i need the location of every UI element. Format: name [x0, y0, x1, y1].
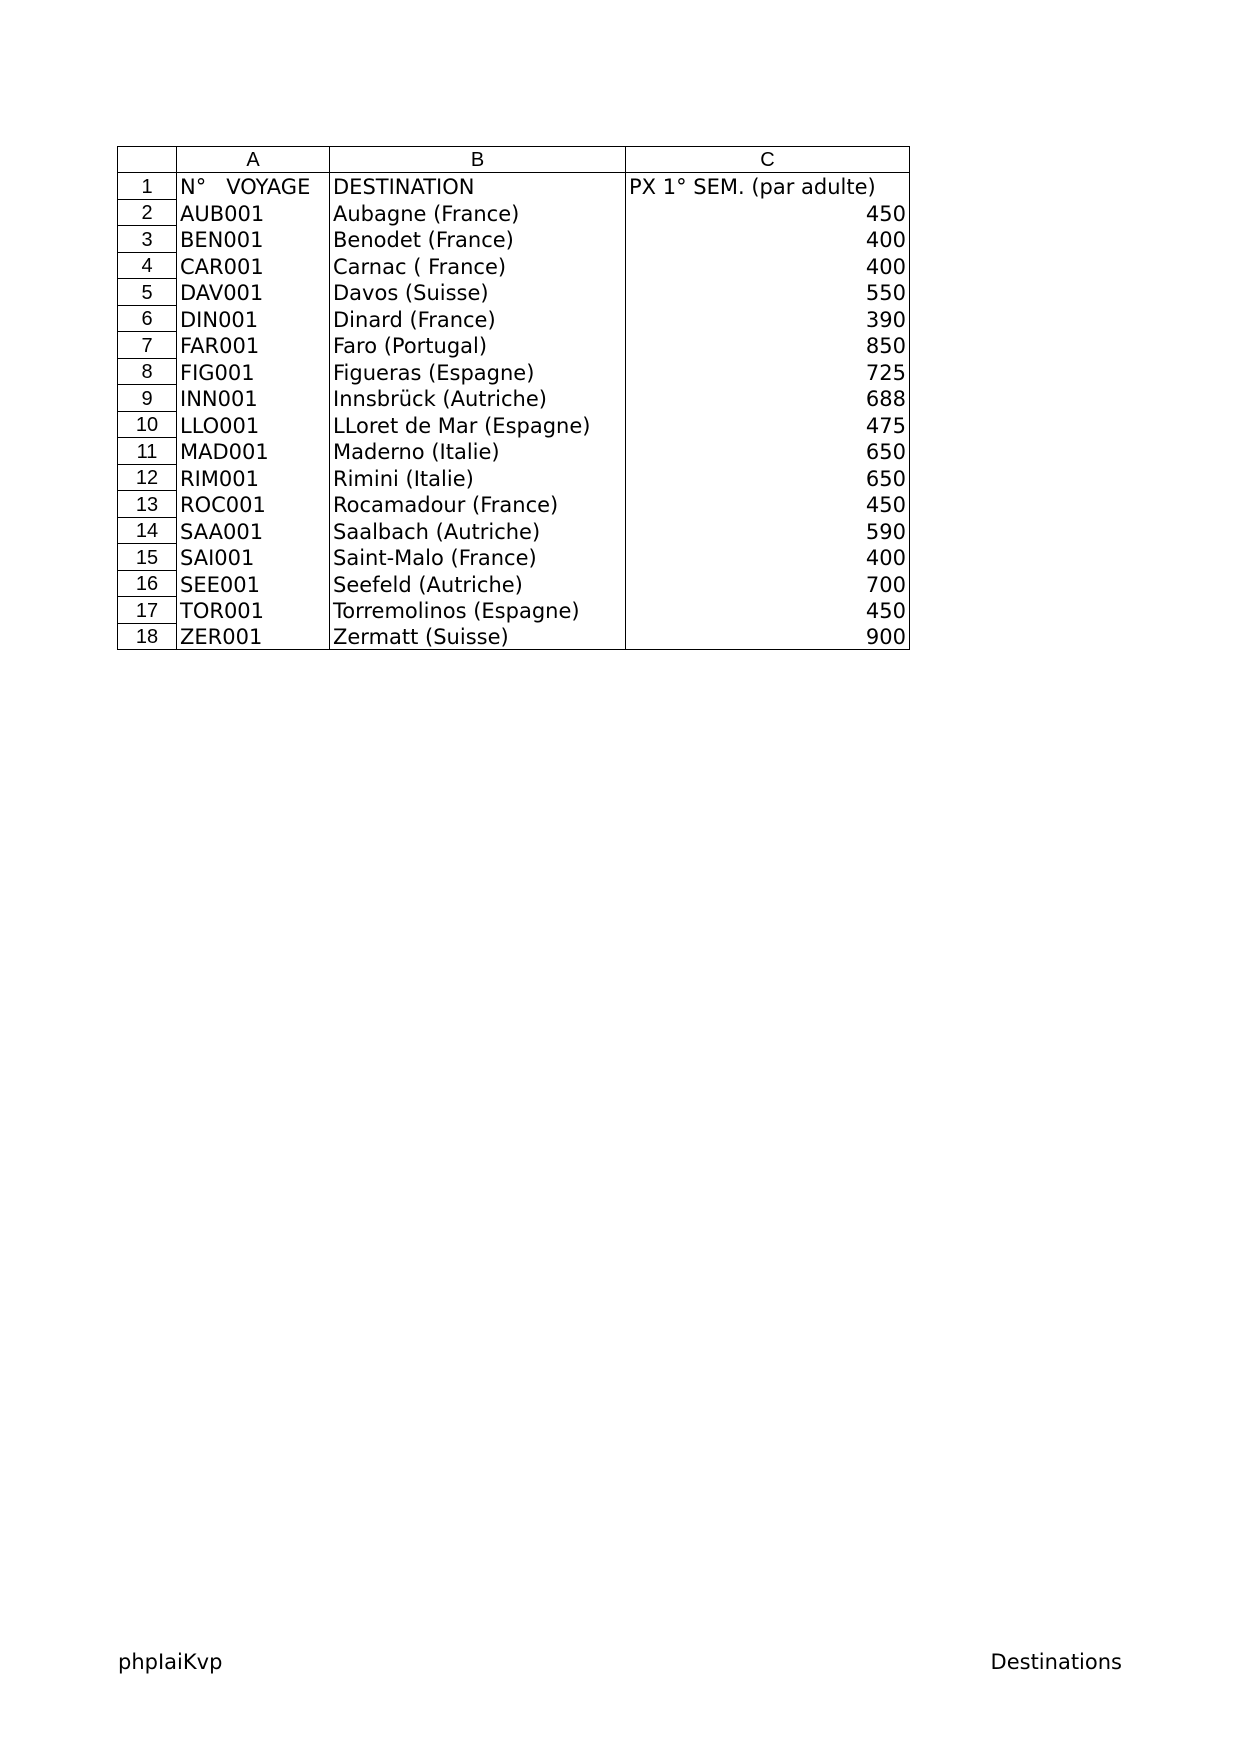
table-row — [118, 385, 910, 412]
cell-a[interactable]: MAD001 — [177, 438, 330, 465]
column-header-c[interactable]: C — [626, 147, 910, 173]
cell-b[interactable]: Saalbach (Autriche) — [330, 517, 626, 544]
cell-a[interactable]: RIM001 — [177, 464, 330, 491]
table-row — [118, 623, 910, 650]
row-number[interactable]: 10 — [118, 411, 177, 438]
row-number[interactable]: 9 — [118, 385, 177, 412]
row-number[interactable]: 16 — [118, 570, 177, 597]
cell-b[interactable]: Davos (Suisse) — [330, 279, 626, 306]
table-row — [118, 305, 910, 332]
cell-c[interactable]: 475 — [626, 411, 910, 438]
cell-c[interactable]: 850 — [626, 332, 910, 359]
table-row — [118, 491, 910, 518]
row-number[interactable]: 8 — [118, 358, 177, 385]
row-number[interactable]: 6 — [118, 305, 177, 332]
cell-c[interactable]: 400 — [626, 544, 910, 571]
cell-a[interactable]: SAA001 — [177, 517, 330, 544]
footer-right-text: Destinations — [990, 1650, 1122, 1674]
row-number[interactable]: 15 — [118, 544, 177, 571]
cell-c[interactable]: 650 — [626, 464, 910, 491]
cell-c[interactable]: 688 — [626, 385, 910, 412]
cell-b[interactable]: Benodet (France) — [330, 226, 626, 253]
cell-b[interactable]: Torremolinos (Espagne) — [330, 597, 626, 624]
cell-c[interactable]: 450 — [626, 597, 910, 624]
cell-b[interactable]: Innsbrück (Autriche) — [330, 385, 626, 412]
cell-b[interactable]: DESTINATION — [330, 173, 626, 200]
row-number[interactable]: 1 — [118, 173, 177, 200]
footer-left-text: phpIaiKvp — [118, 1650, 223, 1674]
cell-b[interactable]: Faro (Portugal) — [330, 332, 626, 359]
corner-cell — [118, 147, 177, 173]
cell-a[interactable]: CAR001 — [177, 252, 330, 279]
cell-c[interactable]: 550 — [626, 279, 910, 306]
table-row — [118, 517, 910, 544]
row-number[interactable]: 5 — [118, 279, 177, 306]
cell-a[interactable]: ROC001 — [177, 491, 330, 518]
cell-c[interactable]: 650 — [626, 438, 910, 465]
cell-b[interactable]: Seefeld (Autriche) — [330, 570, 626, 597]
row-number[interactable]: 12 — [118, 464, 177, 491]
row-number[interactable]: 18 — [118, 623, 177, 650]
cell-c[interactable]: 400 — [626, 226, 910, 253]
cell-c[interactable]: PX 1° SEM. (par adulte) — [626, 173, 910, 200]
cell-a[interactable]: BEN001 — [177, 226, 330, 253]
table-row — [118, 173, 910, 200]
cell-b[interactable]: Saint-Malo (France) — [330, 544, 626, 571]
row-number[interactable]: 11 — [118, 438, 177, 465]
table-row — [118, 252, 910, 279]
table-row — [118, 332, 910, 359]
cell-c[interactable]: 400 — [626, 252, 910, 279]
cell-a[interactable]: INN001 — [177, 385, 330, 412]
cell-b[interactable]: Zermatt (Suisse) — [330, 623, 626, 650]
cell-a[interactable]: TOR001 — [177, 597, 330, 624]
table-row — [118, 411, 910, 438]
cell-c[interactable]: 590 — [626, 517, 910, 544]
table-row — [118, 570, 910, 597]
cell-b[interactable]: Carnac ( France) — [330, 252, 626, 279]
column-header-a[interactable]: A — [177, 147, 330, 173]
row-number[interactable]: 2 — [118, 199, 177, 226]
cell-b[interactable]: Dinard (France) — [330, 305, 626, 332]
row-number[interactable]: 3 — [118, 226, 177, 253]
cell-c[interactable]: 725 — [626, 358, 910, 385]
cell-c[interactable]: 700 — [626, 570, 910, 597]
row-number[interactable]: 14 — [118, 517, 177, 544]
column-header-b[interactable]: B — [330, 147, 626, 173]
cell-b[interactable]: Aubagne (France) — [330, 199, 626, 226]
cell-c[interactable]: 450 — [626, 491, 910, 518]
table-row — [118, 358, 910, 385]
row-number[interactable]: 7 — [118, 332, 177, 359]
table-row — [118, 464, 910, 491]
cell-c[interactable]: 390 — [626, 305, 910, 332]
table-row — [118, 199, 910, 226]
spreadsheet-table — [117, 146, 910, 650]
cell-a[interactable]: SEE001 — [177, 570, 330, 597]
cell-b[interactable]: LLoret de Mar (Espagne) — [330, 411, 626, 438]
row-number[interactable]: 4 — [118, 252, 177, 279]
cell-a[interactable]: AUB001 — [177, 199, 330, 226]
table-row — [118, 597, 910, 624]
cell-a[interactable]: FIG001 — [177, 358, 330, 385]
table-row — [118, 226, 910, 253]
cell-a[interactable]: DAV001 — [177, 279, 330, 306]
cell-b[interactable]: Rocamadour (France) — [330, 491, 626, 518]
column-header-row — [118, 147, 910, 173]
table-row — [118, 279, 910, 306]
table-row — [118, 544, 910, 571]
cell-b[interactable]: Figueras (Espagne) — [330, 358, 626, 385]
cell-a[interactable]: LLO001 — [177, 411, 330, 438]
row-number[interactable]: 13 — [118, 491, 177, 518]
cell-c[interactable]: 450 — [626, 199, 910, 226]
cell-c[interactable]: 900 — [626, 623, 910, 650]
cell-b[interactable]: Rimini (Italie) — [330, 464, 626, 491]
cell-a[interactable]: FAR001 — [177, 332, 330, 359]
cell-a[interactable]: DIN001 — [177, 305, 330, 332]
cell-a[interactable]: N° VOYAGE — [177, 173, 330, 200]
row-number[interactable]: 17 — [118, 597, 177, 624]
cell-a[interactable]: SAI001 — [177, 544, 330, 571]
cell-b[interactable]: Maderno (Italie) — [330, 438, 626, 465]
cell-a[interactable]: ZER001 — [177, 623, 330, 650]
table-row — [118, 438, 910, 465]
